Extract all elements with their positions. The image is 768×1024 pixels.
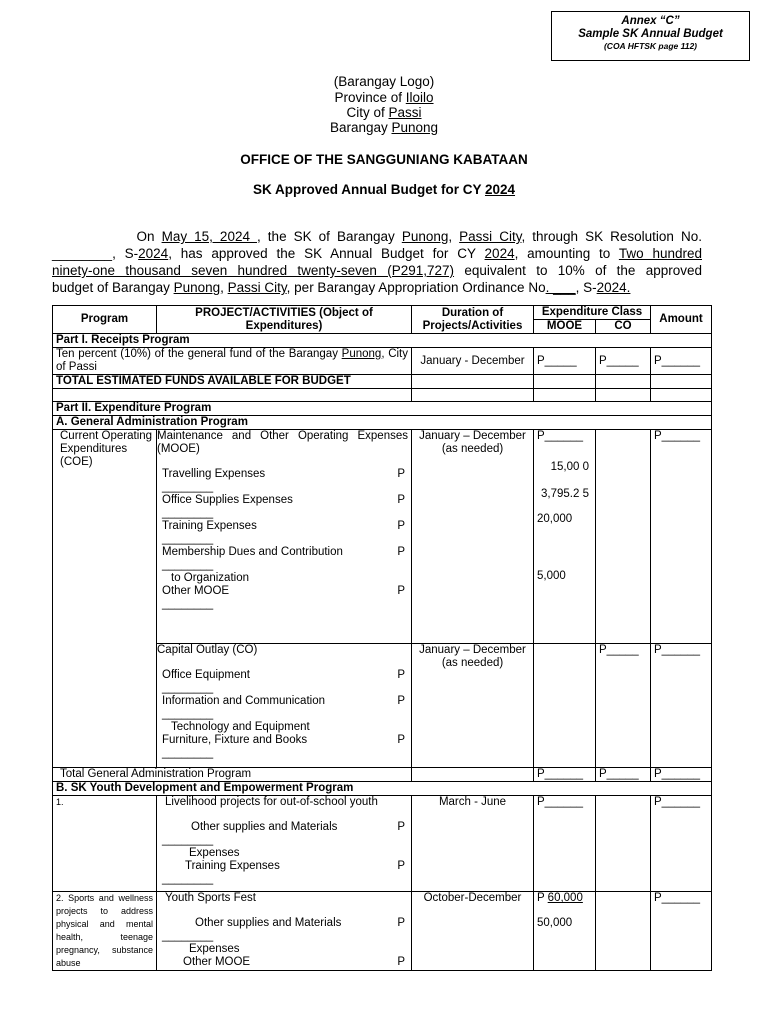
- b2-program: 2. Sports and wellness projects to address physical and mental health, teenage pregnancy, substance abuse: [53, 892, 157, 971]
- header-program: Program: [53, 306, 157, 334]
- part1-title: Part I. Receipts Program: [53, 334, 712, 348]
- city-name: Passi: [388, 105, 422, 120]
- b1-project-cell: Livelihood projects for out-of-school youth Other supplies and Materials P ________ Expenses Training Expenses P ________: [157, 796, 412, 892]
- budget-title: SK Approved Annual Budget for CY 2024: [252, 182, 516, 197]
- approval-paragraph: [52, 228, 702, 296]
- paragraph-line-2: ________, S-2024, has approved the SK Annual Budget for CY 2024, amounting to Two hundred: [52, 246, 702, 261]
- header-amount: Amount: [651, 306, 712, 334]
- section-b-title: B. SK Youth Development and Empowerment Program: [53, 782, 712, 796]
- coe-program: Current Operating Expenditures (COE): [53, 430, 157, 768]
- mooe-duration: January – December (as needed): [412, 430, 534, 644]
- receipt-co: P_____: [596, 348, 651, 375]
- table-row: [53, 348, 712, 375]
- co-amount: P______: [651, 644, 712, 768]
- b2-item: Other MOOE P: [183, 956, 405, 968]
- mooe-item: Travelling Expenses P: [162, 468, 405, 480]
- budget-year: 2024: [484, 182, 516, 197]
- b2-project-cell: Youth Sports Fest Other supplies and Materials P ________ Expenses Other MOOE P: [157, 892, 412, 971]
- co-project-cell: Capital Outlay (CO) Office Equipment P ________ Information and Communication P ________ Technology and Equipment Furniture, Fixture and Books P ________: [157, 644, 412, 768]
- b1-duration: March - June: [412, 796, 534, 892]
- section-a-title: A. General Administration Program: [53, 416, 712, 430]
- annex-title: Annex “C”: [621, 15, 680, 27]
- mooe-item: Training Expenses P: [162, 520, 405, 532]
- b2-item: Other supplies and Materials P: [195, 917, 405, 929]
- total-funds-label: TOTAL ESTIMATED FUNDS AVAILABLE FOR BUDGET: [53, 375, 412, 389]
- annex-subtitle: Sample SK Annual Budget: [578, 28, 723, 40]
- mooe-value-membership: 5,000: [537, 570, 566, 582]
- co-title: Capital Outlay (CO): [157, 644, 258, 656]
- receipt-mooe: P_____: [534, 348, 596, 375]
- paragraph-line-4: budget of Barangay Punong, Passi City, per Barangay Appropriation Ordinance No. ___, S-2024.: [52, 280, 631, 295]
- header-mooe: MOOE: [534, 320, 596, 334]
- receipt-amount: P______: [651, 348, 712, 375]
- table-row: [53, 430, 712, 644]
- b2-title: Youth Sports Fest: [165, 892, 256, 904]
- budget-table: [52, 305, 712, 971]
- mooe-item: Membership Dues and Contribution P: [162, 546, 405, 558]
- mooe-amount: P______: [651, 430, 712, 644]
- annex-box: [551, 11, 750, 61]
- header-co: CO: [596, 320, 651, 334]
- b1-item: Other supplies and Materials P: [191, 821, 405, 833]
- mooe-mooe-cell: P______ 15,00 0 3,795.2 5 20,000 5,000: [534, 430, 596, 644]
- mooe-project-cell: Maintenance and Other Operating Expenses (MOOE) Travelling Expenses P ________ Office Supplies Expenses P ________ Training Expenses P ________ Membership Dues and Contribution P ________ to Organization Other MOOE P ________: [157, 430, 412, 644]
- part2-title: Part II. Expenditure Program: [53, 402, 712, 416]
- barangay-line: Barangay Punong: [329, 120, 439, 135]
- mooe-value-training: 20,000: [537, 513, 573, 525]
- header-project: PROJECT/ACTIVITIES (Object of Expenditures): [157, 306, 412, 334]
- paragraph-line-3: ninety-one thousand seven hundred twenty-seven (P291,727) equivalent to 10% of the approved: [52, 263, 703, 278]
- total-gen-admin-label: Total General Administration Program: [53, 768, 412, 782]
- b1-item: Training Expenses P: [185, 860, 405, 872]
- table-row: 2. Sports and wellness projects to address physical and mental health, teenage pregnancy, substance abuse Youth Sports Fest Other supplies and Materials P ________ Expenses Other MOOE P October-December P 60,000 50,000 P______: [53, 892, 712, 971]
- paragraph-line-1: On May 15, 2024 , the SK of Barangay Punong, Passi City, through SK Resolution No.: [136, 229, 702, 244]
- table-row: 1. Livelihood projects for out-of-school youth Other supplies and Materials P ________ Expenses Training Expenses P ________ March - June P______ P______: [53, 796, 712, 892]
- co-item: Information and Communication P: [162, 695, 405, 707]
- barangay-logo-placeholder: (Barangay Logo): [333, 74, 435, 89]
- province-name: Iloilo: [405, 90, 434, 105]
- province-line: Province of Iloilo: [334, 90, 434, 105]
- co-duration: January – December (as needed): [412, 644, 534, 768]
- annex-source: (COA HFTSK page 112): [603, 41, 698, 51]
- city-line: City of Passi: [346, 105, 422, 120]
- co-co: P_____: [596, 644, 651, 768]
- header-expenditure-class: Expenditure Class: [534, 306, 651, 320]
- mooe-item: Office Supplies Expenses P: [162, 494, 405, 506]
- office-title: OFFICE OF THE SANGGUNIANG KABATAAN: [240, 152, 528, 167]
- co-item: Furniture, Fixture and Books P: [162, 734, 405, 746]
- mooe-value-office-supplies: 3,795.2 5: [541, 488, 589, 500]
- b1-number: 1.: [53, 796, 157, 892]
- b2-duration: October-December: [412, 892, 534, 971]
- b2-mooe-cell: P 60,000 50,000: [534, 892, 596, 971]
- barangay-name: Punong: [391, 120, 439, 135]
- receipt-description: Ten percent (10%) of the general fund of the Barangay Punong, City of Passi: [53, 348, 412, 375]
- mooe-value-travelling: 15,00 0: [550, 461, 589, 473]
- co-item: Office Equipment P: [162, 669, 405, 681]
- receipt-duration: January - December: [412, 348, 534, 375]
- b1-title: Livelihood projects for out-of-school youth: [165, 796, 378, 808]
- header-duration: Duration of Projects/Activities: [412, 306, 534, 334]
- mooe-title: Maintenance and Other Operating Expenses (MOOE): [157, 430, 408, 455]
- table-row: Total General Administration Program P______ P_____ P______: [53, 768, 712, 782]
- mooe-item: Other MOOE P: [162, 585, 405, 597]
